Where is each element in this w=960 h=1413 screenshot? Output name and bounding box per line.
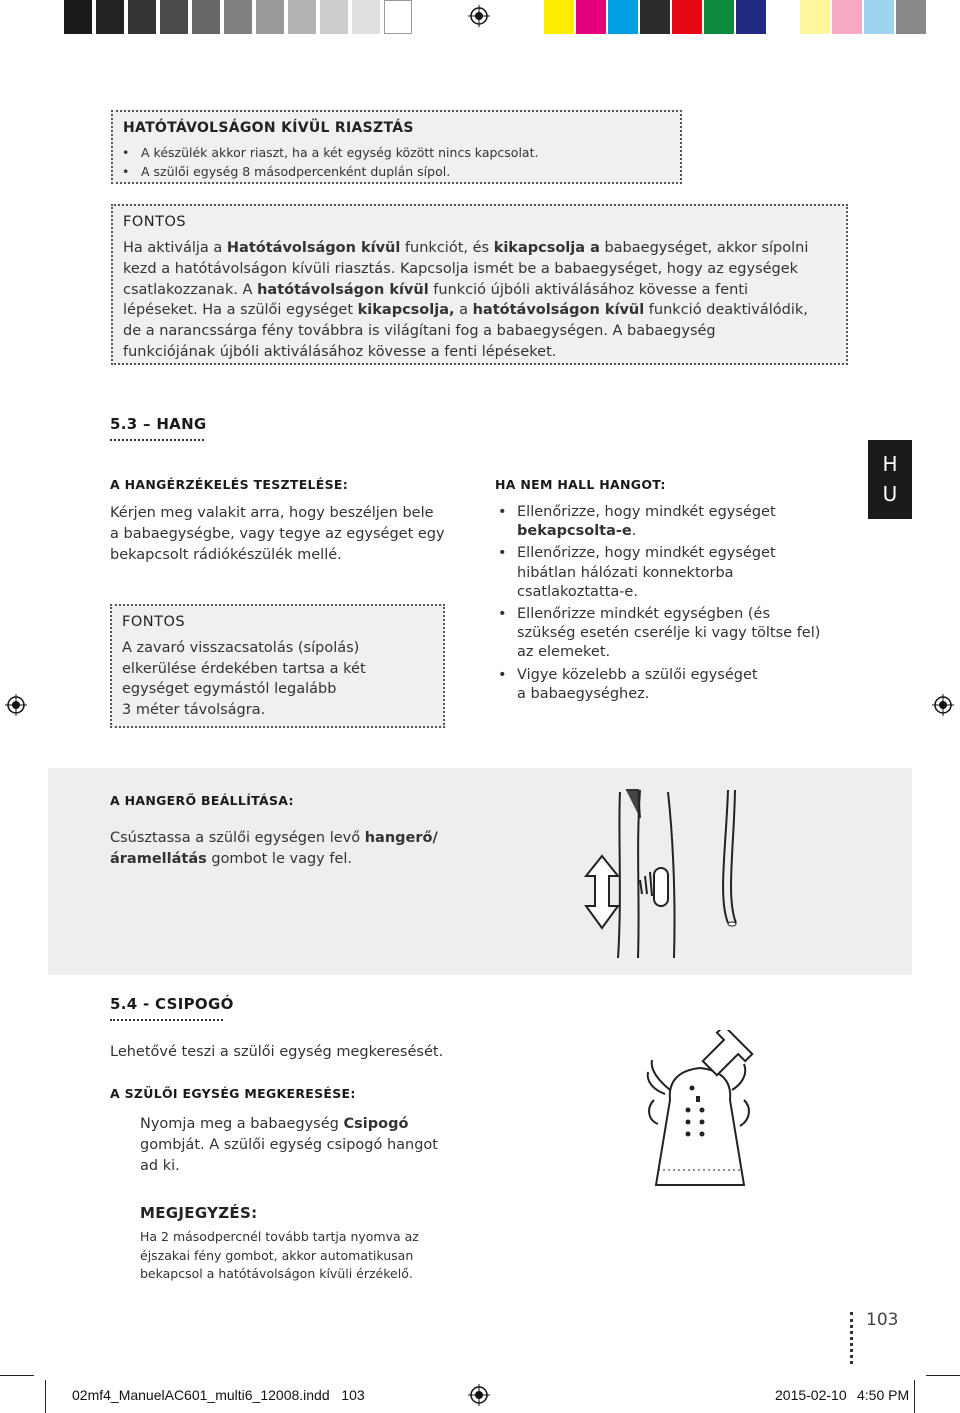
gray-swatch [352,0,380,34]
gray-swatch [384,0,412,34]
registration-mark-icon [932,694,954,716]
gray-swatch [96,0,124,34]
color-swatch [800,0,830,34]
color-swatch [672,0,702,34]
gray-swatch [192,0,220,34]
dotted-underline [110,1019,223,1021]
gray-swatch [256,0,284,34]
gray-swatch [224,0,252,34]
language-tab: H U [868,440,912,519]
no-sound-title: HA NEM HALL HANGOT: [495,477,666,492]
important-text: Ha aktiválja a Hatótávolságon kívül funkciót, és kikapcsolja a babaegységet, akkor sípolni kezd a hatótávolságon kívüli riasztás. Kapcsolja ismét be a babaegységet, hogy az egységek csatlakozzanak. A hatótávolságon kívül funkció újbóli aktiválásához kövesse a fenti lépéseket. Ha a szülői egységet kikapcsolja, a hatótávolságon kívül funkció deaktiválódik, de a narancssárga fény továbbra is világítani fog a babaegységen. A babaegység funkciójának újbóli aktiválásához kövesse a fenti lépéseket. [123,240,809,360]
footer-time: 4:50 PM [857,1387,910,1403]
important-text: A zavaró visszacsatolás (sípolás) elkerülése érdekében tartsa a két egységet egymástól legalább 3 méter távolságra. [122,640,366,718]
gray-swatch [64,0,92,34]
list-item: • Ellenőrizze mindkét egységben (és szükség esetén cserélje ki vagy töltse fel) az elemeket. [495,605,820,663]
dotted-underline [110,439,204,441]
pager-intro: Lehetővé teszi a szülői egység megkeresését. [110,1044,444,1060]
page-number-divider [850,1312,853,1364]
color-swatch [896,0,926,34]
crop-mark [45,1380,46,1413]
volume-slider-illustration [578,788,798,958]
note-text: Ha 2 másodpercnél tovább tartja nyomva az éjszakai fény gombot, akkor automatikusan bekapcsol a hatótávolságon kívüli érzékelő. [140,1229,419,1281]
volume-panel [48,768,912,975]
crop-mark [914,1380,915,1413]
box-title: FONTOS [122,614,186,630]
color-swatch [736,0,766,34]
color-swatch [768,0,798,34]
gray-swatch [160,0,188,34]
box-title: FONTOS [123,214,187,230]
color-swatch [832,0,862,34]
volume-title: A HANGERŐ BEÁLLÍTÁSA: [110,793,294,808]
gray-swatch [288,0,316,34]
alarm-list [119,143,538,181]
no-sound-list [495,503,820,704]
volume-text: Csúsztassa a szülői egységen levő hangerő/ áramellátás gombot le vagy fel. [110,830,438,867]
gray-swatch [128,0,156,34]
color-swatch [544,0,574,34]
list-item: • Vigye közelebb a szülői egységet a babaegységhez. [495,666,820,704]
list-item: • A készülék akkor riaszt, ha a két egység között nincs kapcsolat. [119,143,538,162]
list-item: • Ellenőrizze, hogy mindkét egységet hibátlan hálózati konnektorba csatlakoztatta-e. [495,544,820,602]
color-swatch [576,0,606,34]
page-number: 103 [866,1310,899,1330]
color-swatch [640,0,670,34]
section-heading: 5.3 – HANG [110,415,207,433]
crop-mark [926,1375,960,1376]
section-heading: 5.4 - CSIPOGÓ [110,995,234,1013]
list-item: • A szülői egység 8 másodpercenként duplán sípol. [119,162,538,181]
box-title: HATÓTÁVOLSÁGON KÍVÜL RIASZTÁS [123,120,414,136]
registration-mark-icon [5,694,27,716]
color-swatch [608,0,638,34]
important-box [111,204,848,365]
out-of-range-alarm-box [111,110,682,184]
test-title: A HANGÉRZÉKELÉS TESZTELÉSE: [110,477,349,492]
registration-mark-icon [468,5,490,27]
footer-file: 02mf4_ManuelAC601_multi6_12008.indd 103 [72,1387,365,1403]
note-title: MEGJEGYZÉS: [140,1204,258,1222]
gray-swatch [320,0,348,34]
registration-mark-icon [468,1384,490,1406]
footer-date: 2015-02-10 [775,1387,847,1403]
color-swatch [704,0,734,34]
list-item: • Ellenőrizze, hogy mindkét egységet bekapcsolta-e. [495,503,820,541]
color-swatch [864,0,894,34]
baby-unit-illustration [640,1030,760,1190]
crop-mark [0,1375,34,1376]
pager-text: Nyomja meg a babaegység Csipogó gombját. A szülői egység csipogó hangot ad ki. [140,1116,438,1174]
test-text: Kérjen meg valakit arra, hogy beszéljen bele a babaegységbe, vagy tegye az egységet egy bekapcsolt rádiókészülék mellé. [110,505,445,563]
important-box-2 [110,604,445,728]
pager-title: A SZÜLŐI EGYSÉG MEGKERESÉSE: [110,1086,356,1101]
